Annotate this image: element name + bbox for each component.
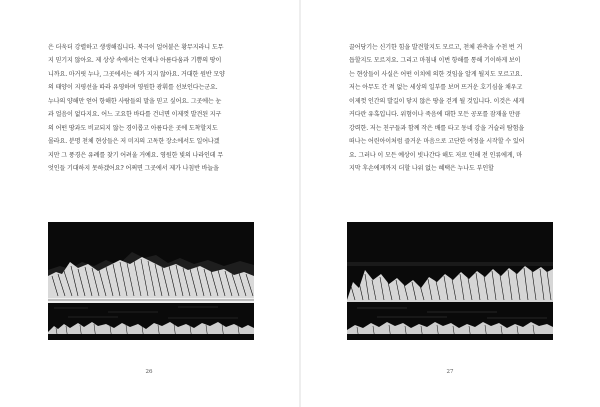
body-line: 누나의 양해만 얻어 항해한 사람들의 말을 믿고 싶어요. 그곳에는 눈 [48, 97, 222, 105]
body-line: 과 얼음이 없다지요. 어느 고요한 바다를 건너면 이제껏 발견된 지구 [48, 111, 222, 119]
body-line: 요. 그러나 이 모든 예상이 빗나간다 해도 저로 인해 전 인류에게, 마 [349, 151, 522, 159]
body-line: 듭할지도 모르지요. 그리고 마침내 이번 항해를 통해 기이하게 보이 [349, 57, 521, 65]
page-number: 27 [446, 369, 454, 375]
left-page-body-text [48, 41, 258, 175]
page-number: 26 [145, 369, 153, 375]
right-page-body-text [349, 41, 559, 175]
body-line: 떠나는 어린아이처럼 즐거운 마음으로 고단한 여정을 시작할 수 있어 [349, 138, 525, 146]
body-line: 지 믿기지 않아요. 제 상상 속에서는 언제나 아름다움과 기쁨의 땅이 [48, 57, 222, 65]
body-line: 엇인들 기대하지 못하겠어요? 어쩌면 그곳에서 제가 나침반 바늘을 [48, 164, 219, 172]
body-line: 는 현상들이 사실은 어떤 이치에 의한 것임을 알게 될지도 모르고요. [349, 70, 523, 78]
left-page [0, 0, 299, 407]
body-line: 커다란 유혹입니다. 위험이나 죽음에 대한 모든 공포를 잠재울 만큼 [349, 111, 521, 119]
body-line: 은 더욱더 강렬하고 생생해집니다. 북극이 얼어붙은 황무지라니 도무 [48, 44, 224, 51]
body-line: 강력한. 저는 친구들과 함께 작은 배를 타고 동네 강을 거슬러 탐험을 [349, 124, 525, 132]
body-line: 니까요. 마거릿 누나, 그곳에서는 해가 지지 않아요. 거대한 원반 모양 [48, 70, 225, 78]
body-line: 끌어당기는 신기한 힘을 발견할지도 모르고, 천체 관측을 수천 번 거 [349, 44, 523, 51]
body-line: 이제껏 인간의 발길이 닿지 않은 땅을 걷게 될 것입니다. 이것은 세게 [349, 97, 525, 105]
body-line: 저는 아무도 간 적 없는 세상의 일부를 보며 뜨거운 호기심을 채우고 [349, 84, 523, 92]
left-woodcut-illustration [48, 222, 254, 340]
mountain-range-image [48, 222, 254, 340]
body-line: 지만 그 풍경은 유례를 찾기 어려울 거예요. 영원한 빛의 나라인데 무 [48, 151, 224, 159]
body-line: 몰라요. 분명 천체 현상들은 저 미지의 고독한 장소에서도 일어나겠 [48, 138, 220, 146]
body-line: 지막 후손에게까지 더할 나위 없는 혜택은 누나도 부인할 [349, 164, 494, 172]
right-woodcut-illustration [347, 222, 553, 340]
right-page [301, 0, 600, 407]
body-line: 의 어떤 땅과도 비교되지 않는 경이롭고 아름다운 곳에 도착할지도 [48, 124, 218, 132]
body-line: 의 태양이 지평선을 따라 유영하며 영원한 광휘를 선보인다는군요. [48, 84, 218, 92]
iceberg-range-image [347, 222, 553, 340]
